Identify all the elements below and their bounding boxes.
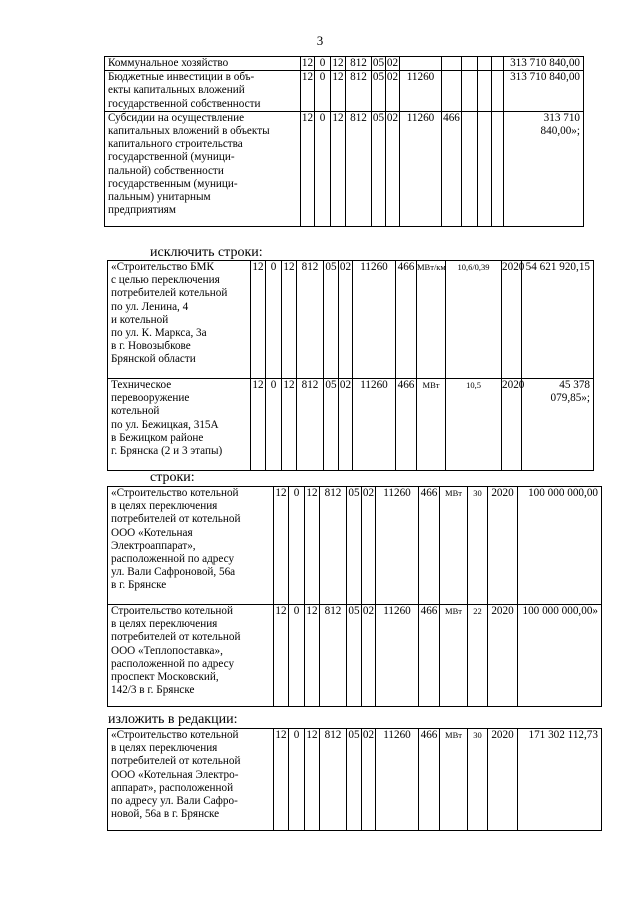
cell-gov-code: 12 [282, 261, 297, 379]
cell-program: 0 [266, 379, 282, 471]
cell-unit: МВт [440, 605, 468, 707]
cell-subdivision: 02 [386, 111, 400, 226]
cell-division: 05 [347, 729, 362, 831]
cell-capacity: 10,5 [446, 379, 502, 471]
cell-subsection: 12 [251, 261, 266, 379]
cell-unit [462, 111, 478, 226]
budget-table-new-edition [107, 728, 602, 831]
table-row [108, 487, 602, 605]
cell-gov-code: 12 [305, 605, 320, 707]
table-row [108, 605, 602, 707]
cell-sum: 54 621 920,15 [522, 261, 594, 379]
cell-chapter: 812 [320, 605, 347, 707]
cell-division: 05 [347, 487, 362, 605]
table-row [108, 261, 594, 379]
cell-capacity: 30 [468, 487, 488, 605]
cell-name: Коммунальное хозяйство [105, 57, 301, 71]
cell-year: 2020 [502, 379, 522, 471]
cell-subdivision: 02 [362, 729, 376, 831]
cell-sum: 313 710 840,00»; [504, 111, 584, 226]
cell-division: 05 [324, 261, 339, 379]
cell-article [400, 57, 442, 71]
cell-name: Техническое перевооружение котельной по ул. Бежицкая, 315А в Бежицком районе г. Брянска (2 и 3 этапы) [108, 379, 251, 471]
cell-name: Бюджетные инвестиции в объ- екты капитальных вложений государственной собственности [105, 71, 301, 112]
cell-capacity [478, 71, 492, 112]
cell-gov-code: 12 [331, 71, 346, 112]
table-row [105, 57, 584, 71]
cell-program: 0 [266, 261, 282, 379]
cell-subsection: 12 [301, 111, 315, 226]
cell-program: 0 [289, 729, 305, 831]
cell-unit [462, 71, 478, 112]
cell-division: 05 [372, 71, 386, 112]
cell-article: 11260 [400, 111, 442, 226]
heading-rows: строки: [150, 470, 195, 485]
cell-chapter: 812 [320, 729, 347, 831]
cell-name: «Строительство котельной в целях переключения потребителей от котельной ООО «Котельная Электроаппарат», расположенной по адресу ул. Вали Сафроновой, 56а в г. Брянске [108, 487, 274, 605]
cell-expense-type: 466 [419, 729, 440, 831]
cell-subdivision: 02 [339, 261, 353, 379]
page-number: 3 [316, 33, 324, 48]
cell-subdivision: 02 [386, 57, 399, 69]
cell-name: «Строительство БМК с целью переключения потребителей котельной по ул. Ленина, 4 и котельной по ул. К. Маркса, 3а в г. Новозыбкове Брянской области [108, 261, 251, 379]
cell-subdivision: 02 [362, 605, 376, 707]
heading-exclude: исключить строки: [150, 245, 263, 260]
table-row [105, 71, 584, 112]
cell-subsection: 12 [274, 729, 289, 831]
cell-gov-code: 12 [282, 379, 297, 471]
cell-year: 2020 [488, 487, 518, 605]
cell-expense-type: 466 [396, 379, 417, 471]
cell-subdivision: 02 [362, 487, 376, 605]
cell-chapter: 812 [297, 379, 324, 471]
cell-unit: МВт [440, 487, 468, 605]
cell-sum: 313 710 840,00 [504, 57, 584, 71]
cell-subsection: 12 [251, 379, 266, 471]
cell-chapter: 812 [346, 57, 372, 71]
cell-article: 11260 [353, 379, 396, 471]
cell-division: 05 [347, 605, 362, 707]
heading-new-edition: изложить в редакции: [108, 712, 238, 727]
cell-article: 11260 [353, 261, 396, 379]
cell-sum: 100 000 000,00» [518, 605, 602, 707]
cell-division: 05 [372, 111, 386, 226]
cell-division: 05 [372, 57, 385, 69]
cell-year [492, 71, 504, 112]
cell-program: 0 [289, 605, 305, 707]
table-row [105, 111, 584, 226]
cell-sum: 45 378 079,85»; [522, 379, 594, 471]
cell-expense-type: 466 [419, 605, 440, 707]
cell-year [492, 57, 504, 71]
cell-subdivision: 02 [339, 379, 353, 471]
cell-article: 11260 [376, 487, 419, 605]
cell-article: 11260 [376, 729, 419, 831]
cell-year: 2020 [488, 605, 518, 707]
cell-year: 2020 [488, 729, 518, 831]
cell-unit [462, 57, 478, 71]
cell-expense-type [442, 57, 462, 71]
budget-table-1 [104, 56, 584, 227]
cell-capacity [478, 111, 492, 226]
cell-gov-code: 12 [305, 487, 320, 605]
cell-chapter: 812 [297, 261, 324, 379]
cell-program: 0 [315, 57, 331, 71]
cell-unit: МВт [440, 729, 468, 831]
cell-chapter: 812 [346, 71, 372, 112]
cell-article: 11260 [376, 605, 419, 707]
cell-expense-type: 466 [419, 487, 440, 605]
cell-expense-type: 466 [396, 261, 417, 379]
cell-sum: 313 710 840,00 [504, 71, 584, 112]
cell-subsection: 12 [274, 487, 289, 605]
cell-name: «Строительство котельной в целях переключения потребителей от котельной ООО «Котельная Электро- аппарат», расположенной по адресу ул. Вали Сафро- новой, 56а в г. Брянске [108, 729, 274, 831]
cell-gov-code: 12 [305, 729, 320, 831]
cell-gov-code: 12 [332, 57, 344, 69]
budget-table-excluded-rows [107, 260, 594, 471]
cell-subsection: 12 [274, 605, 289, 707]
cell-year: 2020 [502, 261, 522, 379]
cell-article: 11260 [400, 71, 442, 112]
cell-sum: 171 302 112,73 [518, 729, 602, 831]
cell-program: 0 [315, 71, 331, 112]
cell-year [492, 111, 504, 226]
cell-capacity [478, 57, 492, 71]
cell-subsection: 12 [301, 71, 315, 112]
table-row [108, 729, 602, 831]
cell-capacity: 30 [468, 729, 488, 831]
cell-gov-code: 12 [331, 111, 346, 226]
cell-subdivision: 02 [386, 71, 400, 112]
cell-chapter: 812 [346, 111, 372, 226]
budget-table-rows [107, 486, 602, 707]
cell-unit: МВт/км [417, 261, 446, 379]
cell-expense-type [442, 71, 462, 112]
cell-chapter: 812 [320, 487, 347, 605]
cell-expense-type: 466 [442, 111, 462, 226]
cell-program: 0 [315, 111, 331, 226]
cell-name: Строительство котельной в целях переключения потребителей от котельной ООО «Теплопоставка», расположенной по адресу проспект Московский, 142/3 в г. Брянске [108, 605, 274, 707]
cell-division: 05 [324, 379, 339, 471]
cell-capacity: 10,6/0,39 [446, 261, 502, 379]
cell-unit: МВт [417, 379, 446, 471]
cell-sum: 100 000 000,00 [518, 487, 602, 605]
table-row [108, 379, 594, 471]
cell-name: Субсидии на осуществление капитальных вложений в объекты капитального строительства государственной (муници- пальной) собственности государственным (муници- пальным) унитарным предприятиям [105, 111, 301, 226]
cell-capacity: 22 [468, 605, 488, 707]
cell-program: 0 [289, 487, 305, 605]
cell-subsection: 12 [301, 57, 314, 69]
